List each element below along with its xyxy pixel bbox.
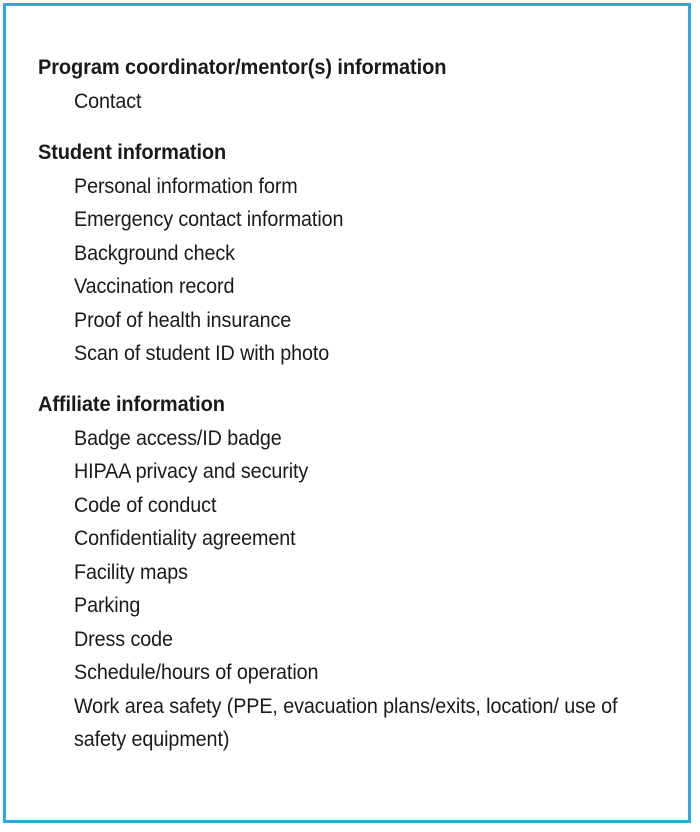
section-student-information [38,137,670,371]
section-heading: Affiliate information [38,391,225,416]
list-item: Code of conduct [74,493,217,517]
list-item: Proof of health insurance [74,308,292,332]
section-item-list [38,422,670,757]
checklist-content [38,52,670,757]
list-item: Vaccination record [74,275,235,298]
list-item: Work area safety (PPE, evacuation plans/exits, location/ use of safety equipment) [74,694,618,751]
list-item: HIPAA privacy and security [74,460,309,483]
list-item: Contact [74,90,142,113]
list-item: Badge access/ID badge [74,426,282,450]
list-item: Facility maps [74,560,188,584]
checklist-card [3,3,691,823]
list-item: Emergency contact information [74,208,344,231]
list-item: Background check [74,241,235,265]
list-item: Scan of student ID with photo [74,342,330,365]
section-program-coordinator [38,52,670,119]
section-item-list [38,170,670,371]
list-item: Confidentiality agreement [74,527,296,550]
section-heading: Program coordinator/mentor(s) information [38,55,447,79]
section-affiliate-information [38,389,670,757]
section-heading: Student information [38,139,227,164]
section-item-list [38,85,670,119]
list-item: Personal information form [74,174,298,198]
list-item: Dress code [74,627,173,651]
list-item: Parking [74,594,141,617]
list-item: Schedule/hours of operation [74,661,319,684]
